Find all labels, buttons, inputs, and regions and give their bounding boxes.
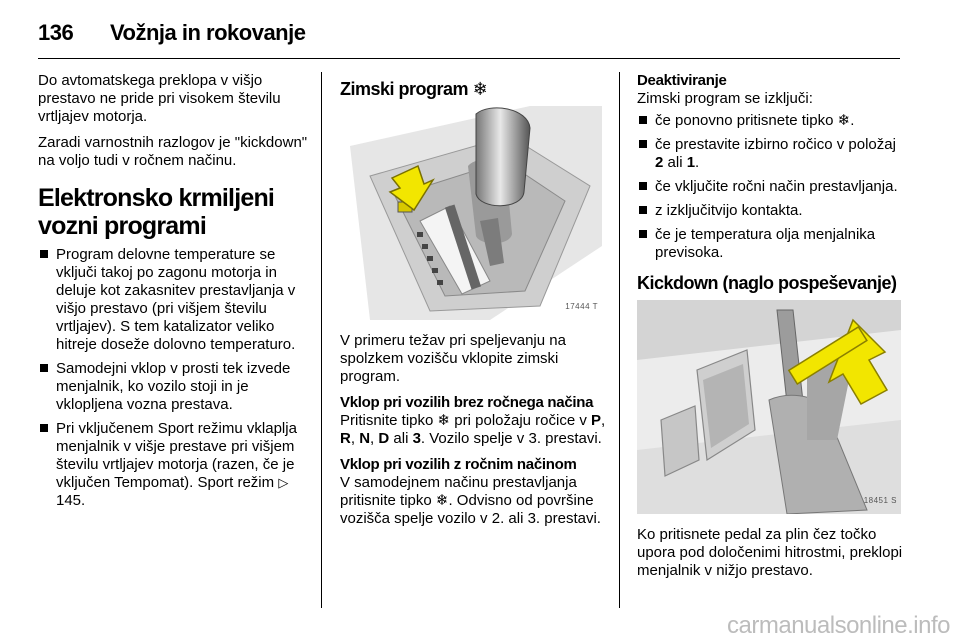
text-fragment: ali <box>667 154 683 171</box>
text-fragment: pri položaju ročice v <box>454 412 587 429</box>
text-fragment: ali <box>393 430 409 447</box>
subheading: Vklop pri vozilih brez ročnega načina <box>340 394 594 411</box>
list-item <box>637 202 905 220</box>
section-heading-winter-program <box>340 78 610 100</box>
gear-selector-illustration <box>340 106 602 320</box>
bullet-square-icon <box>639 182 647 190</box>
paragraph: Zimski program se izključi: <box>637 90 813 107</box>
bullet-square-icon <box>639 140 647 148</box>
gear-label: D <box>378 430 390 447</box>
page-title: Vožnja in rokovanje <box>110 20 306 45</box>
header-divider <box>38 58 900 59</box>
list-item: če prestavite izbirno ročico v položaj 2 ali 1. <box>637 136 905 172</box>
paragraph <box>340 474 610 528</box>
subheading: Vklop pri vozilih z ročnim načinom <box>340 456 577 473</box>
bullet-square-icon <box>639 116 647 124</box>
paragraph: Ko pritisnete pedal za plin čez točko upora pod določenimi hitrostmi, preklopi menjalnik v nižjo prestavo. <box>637 526 903 579</box>
figure-code: 17444 T <box>565 302 598 311</box>
column-divider-1 <box>321 72 322 608</box>
list-item: če ponovno pritisnete tipko ❄. <box>637 112 905 130</box>
section-heading-kickdown: Kickdown (naglo pospeševanje) <box>637 273 897 293</box>
paragraph: Pritisnite tipko ❄ pri položaju ročice v P, R, N, D ali 3. Vozilo spelje v 3. prestavi. <box>340 412 606 447</box>
bullet-square-icon <box>40 424 48 432</box>
snowflake-icon: ❄ <box>437 412 451 429</box>
gear-label: N <box>359 430 371 447</box>
paragraph: Zaradi varnostnih razlogov je "kickdown" na voljo tudi v ročnem načinu. <box>38 134 308 169</box>
gear-label: 1 <box>686 154 696 171</box>
column-right <box>637 72 905 588</box>
paragraph: Do avtomatskega preklopa v višjo prestavo ne pride pri visokem številu vrtljajev motorja. <box>38 72 281 125</box>
bullet-square-icon <box>639 206 647 214</box>
kickdown-pedal-drawing <box>637 300 901 514</box>
gear-label: 3 <box>412 430 421 447</box>
watermark-text: carmanualsonline.info <box>727 612 950 639</box>
column-divider-2 <box>619 72 620 608</box>
bullet-square-icon <box>40 364 48 372</box>
page-number: 136 <box>38 20 74 45</box>
snowflake-icon: ❄ <box>435 492 449 509</box>
figure-code: 18451 S <box>863 496 897 505</box>
list-item <box>637 226 905 262</box>
list-item-text: če prestavite izbirno ročico v položaj <box>655 136 896 153</box>
gear-label: R <box>340 430 351 447</box>
list-item <box>38 360 310 414</box>
page-reference-arrow-icon: ▷ <box>278 475 289 490</box>
gear-label: P <box>591 412 602 429</box>
text-fragment: V samodejnem načinu prestavljanja pritisnite tipko <box>340 474 577 509</box>
bullet-list <box>637 112 905 262</box>
column-left <box>38 72 310 516</box>
list-item-text: Pri vključenem Sport režimu vklaplja menjalnik v višje prestave pri višjem številu vrtljajev motorja (razen, če je vključen Tempomat). Sport režim <box>56 420 297 491</box>
snowflake-icon: ❄ <box>837 112 851 129</box>
list-item-text: če ponovno pritisnete tipko <box>655 112 834 129</box>
text-fragment: . Odvisno od površine vozišča spelje vozilo v 2. ali 3. prestavi. <box>340 492 601 527</box>
gear-label: 2 <box>655 154 664 171</box>
list-item-text: Samodejni vklop v prosti tek izvede menjalnik, ko vozilo stoji in je vklopljena vozna prestava. <box>56 360 291 413</box>
list-item-text: če vključite ročni način prestavljanja. <box>655 178 898 195</box>
list-item-text: Program delovne temperature se vključi takoj po zagonu motorja in deluje kot zakasnitev prestavljanja v višjo prestavo (pri višjem številu vrtljajev). S tem katalizator veliko hitreje doseže dolovno temperaturo. <box>56 246 296 353</box>
list-item <box>38 420 310 510</box>
list-item-text: z izključitvijo kontakta. <box>655 202 803 219</box>
page-reference-link[interactable]: 145. <box>56 492 86 509</box>
section-heading-driving-programs: Elektronsko krmiljeni vozni programi <box>38 184 275 240</box>
bullet-square-icon <box>639 230 647 238</box>
list-item <box>38 246 310 354</box>
paragraph: V primeru težav pri speljevanju na spolzkem vozišču vklopite zimski program. <box>340 332 566 385</box>
column-middle <box>340 72 610 536</box>
heading-text: Zimski program <box>340 79 469 99</box>
text-fragment: Pritisnite tipko <box>340 412 434 429</box>
subheading-deactivation: Deaktiviranje <box>637 72 727 89</box>
kickdown-pedal-illustration <box>637 300 901 514</box>
snowflake-icon: ❄ <box>472 79 488 99</box>
text-fragment: . Vozilo spelje v 3. prestavi. <box>420 430 602 447</box>
bullet-square-icon <box>40 250 48 258</box>
list-item <box>637 178 905 196</box>
gear-selector-drawing <box>340 106 602 320</box>
list-item-text: če je temperatura olja menjalnika previsoka. <box>655 226 876 261</box>
bullet-list <box>38 246 310 510</box>
